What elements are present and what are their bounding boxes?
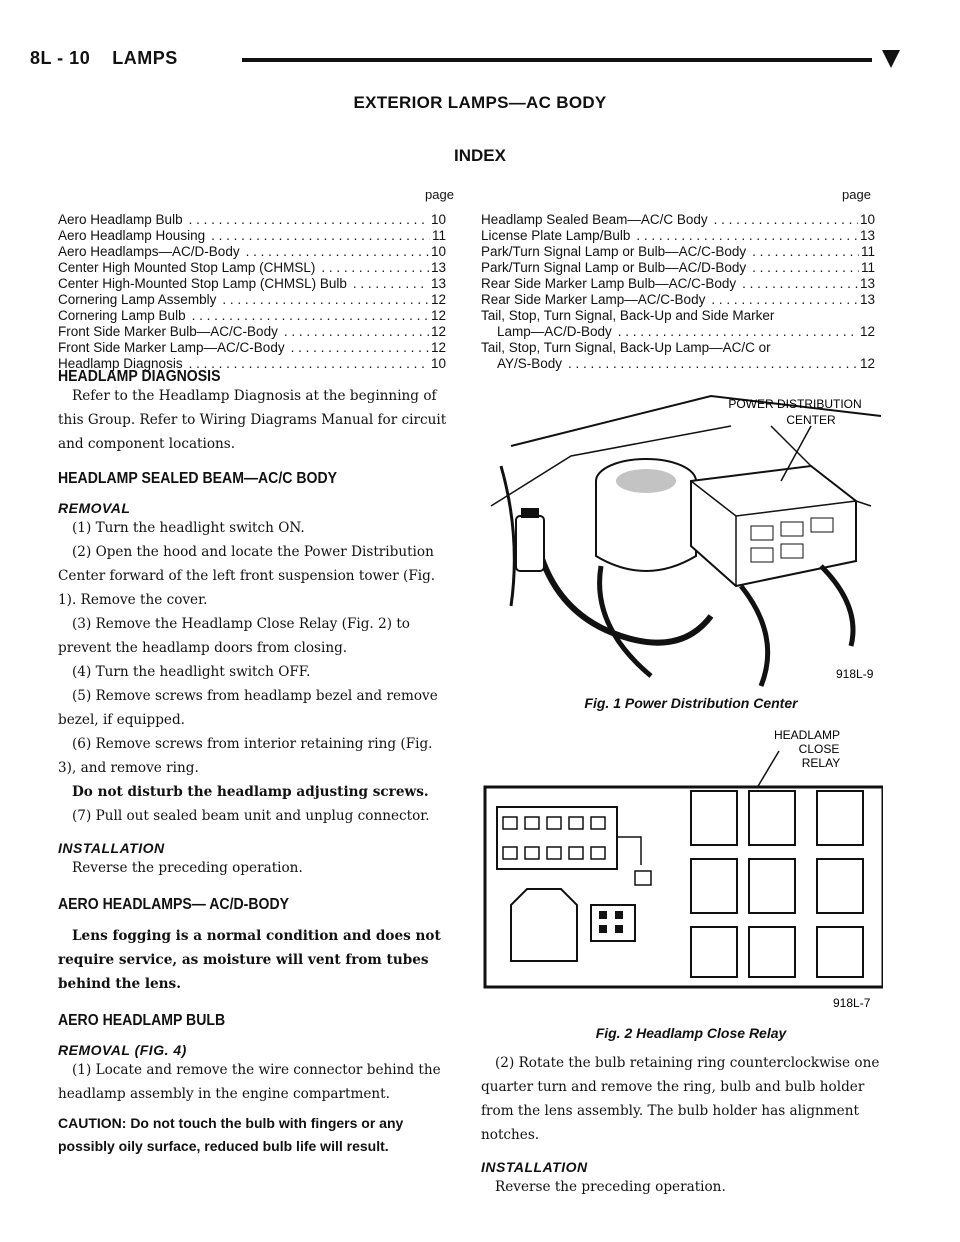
figure-label: POWER DISTRIBUTION bbox=[728, 397, 862, 411]
caution-text: CAUTION: Do not touch the bulb with fingers or any possibly oily surface, reduced bulb life will result. bbox=[58, 1115, 404, 1154]
section-heading-sealed-beam: HEADLAMP SEALED BEAM—AC/C BODY bbox=[58, 470, 338, 487]
section-heading-aero-headlamps: AERO HEADLAMPS— AC/D-BODY bbox=[58, 896, 290, 913]
lens-fogging-note: Lens fogging is a normal condition and does not require service, as moisture will vent from tubes behind the lens. bbox=[58, 928, 441, 992]
triangle-icon bbox=[882, 50, 900, 68]
figure-label: RELAY bbox=[801, 756, 841, 770]
step: (6) Remove screws from interior retaining ring (Fig. 3), and remove ring. bbox=[58, 736, 433, 776]
diagnosis-body: Refer to the Headlamp Diagnosis at the beginning of this Group. Refer to Wiring Diagrams Manual for circuit and component locations. bbox=[58, 388, 447, 452]
index-entry[interactable]: Park/Turn Signal Lamp or Bulb—AC/C-Body . . . 11 bbox=[481, 244, 875, 260]
header-rule bbox=[242, 58, 872, 62]
step: (3) Remove the Headlamp Close Relay (Fig. 2) to prevent the headlamp doors from closing. bbox=[58, 616, 410, 656]
index-entry[interactable]: Rear Side Marker Lamp—AC/C-Body . . . 13 bbox=[481, 292, 875, 308]
right-column bbox=[481, 1051, 883, 1199]
index-entry[interactable]: AY/S-Body . . . 12 bbox=[481, 356, 875, 372]
index-entry[interactable]: Cornering Lamp Bulb . . . 12 bbox=[58, 308, 446, 324]
headlamp-close-relay-figure bbox=[481, 725, 883, 1017]
installation-heading: INSTALLATION bbox=[481, 1159, 588, 1175]
index-entry-line1: Tail, Stop, Turn Signal, Back-Up and Side Marker bbox=[481, 308, 775, 323]
figure-label: CLOSE bbox=[798, 742, 840, 756]
removal-heading: REMOVAL (FIG. 4) bbox=[58, 1042, 187, 1058]
step: (1) Turn the headlight switch ON. bbox=[72, 520, 305, 536]
warning-text: Do not disturb the headlamp adjusting screws. bbox=[72, 784, 429, 800]
index-entry[interactable]: Lamp—AC/D-Body . . . 12 bbox=[481, 324, 875, 340]
page-title: EXTERIOR LAMPS—AC BODY bbox=[353, 93, 607, 112]
header-text: 8L - 10 LAMPS bbox=[30, 48, 178, 68]
figure-code: 918L-9 bbox=[836, 667, 874, 681]
figure-caption: Fig. 2 Headlamp Close Relay bbox=[595, 1025, 787, 1041]
step: (2) Rotate the bulb retaining ring counterclockwise one quarter turn and remove the ring, bulb and bulb holder from the lens assembly. The bulb holder has alignment notches. bbox=[481, 1055, 880, 1143]
index-entry[interactable]: Center High Mounted Stop Lamp (CHMSL) . . . 13 bbox=[58, 260, 446, 276]
left-column bbox=[58, 368, 453, 1158]
removal-heading: REMOVAL bbox=[58, 500, 131, 516]
step: (4) Turn the headlight switch OFF. bbox=[72, 664, 311, 680]
page-header bbox=[30, 48, 930, 74]
index-entry[interactable]: Aero Headlamp Bulb . . . 10 bbox=[58, 212, 446, 228]
figure-caption: Fig. 1 Power Distribution Center bbox=[584, 695, 798, 711]
installation-body: Reverse the preceding operation. bbox=[495, 1179, 726, 1195]
index-page-label-right: page bbox=[842, 187, 871, 202]
figure-code: 918L-7 bbox=[833, 996, 871, 1010]
index-entry[interactable]: Front Side Marker Lamp—AC/C-Body . . . 12 bbox=[58, 340, 446, 356]
index-left-column bbox=[58, 212, 446, 372]
index-right-column bbox=[481, 212, 875, 372]
step: (5) Remove screws from headlamp bezel and remove bezel, if equipped. bbox=[58, 688, 438, 728]
index-entry-line1: Tail, Stop, Turn Signal, Back-Up Lamp—AC/C or bbox=[481, 340, 771, 355]
figure-label: HEADLAMP bbox=[773, 728, 841, 742]
installation-body: Reverse the preceding operation. bbox=[72, 860, 303, 876]
index-entry[interactable]: Aero Headlamps—AC/D-Body . . . 10 bbox=[58, 244, 446, 260]
index-entry[interactable]: Headlamp Sealed Beam—AC/C Body . . . 10 bbox=[481, 212, 875, 228]
index-heading: INDEX bbox=[454, 146, 506, 165]
section-heading-diagnosis: HEADLAMP DIAGNOSIS bbox=[58, 368, 221, 385]
step: (2) Open the hood and locate the Power Distribution Center forward of the left front suspension tower (Fig. 1). Remove the cover. bbox=[58, 544, 436, 608]
section-heading-aero-bulb: AERO HEADLAMP BULB bbox=[58, 1012, 226, 1029]
index-entry[interactable]: Park/Turn Signal Lamp or Bulb—AC/D-Body . . . 11 bbox=[481, 260, 875, 276]
index-entry[interactable]: Rear Side Marker Lamp Bulb—AC/C-Body . . . 13 bbox=[481, 276, 875, 292]
index-page-label-left: page bbox=[425, 187, 454, 202]
installation-heading: INSTALLATION bbox=[58, 840, 165, 856]
index-entry[interactable]: Cornering Lamp Assembly . . . 12 bbox=[58, 292, 446, 308]
index-entry[interactable]: Front Side Marker Bulb—AC/C-Body . . . 12 bbox=[58, 324, 446, 340]
figure-label: CENTER bbox=[786, 413, 836, 427]
step: (1) Locate and remove the wire connector behind the headlamp assembly in the engine compartment. bbox=[58, 1062, 441, 1102]
index-entry[interactable]: Center High-Mounted Stop Lamp (CHMSL) Bulb . . . 13 bbox=[58, 276, 446, 292]
step: (7) Pull out sealed beam unit and unplug connector. bbox=[72, 808, 430, 824]
index-entry[interactable]: License Plate Lamp/Bulb . . . 13 bbox=[481, 228, 875, 244]
power-distribution-center-figure bbox=[481, 386, 883, 688]
index-entry[interactable]: Headlamp Diagnosis . . . 10 bbox=[58, 356, 446, 372]
index-entry[interactable]: Aero Headlamp Housing . . . 11 bbox=[58, 228, 446, 244]
